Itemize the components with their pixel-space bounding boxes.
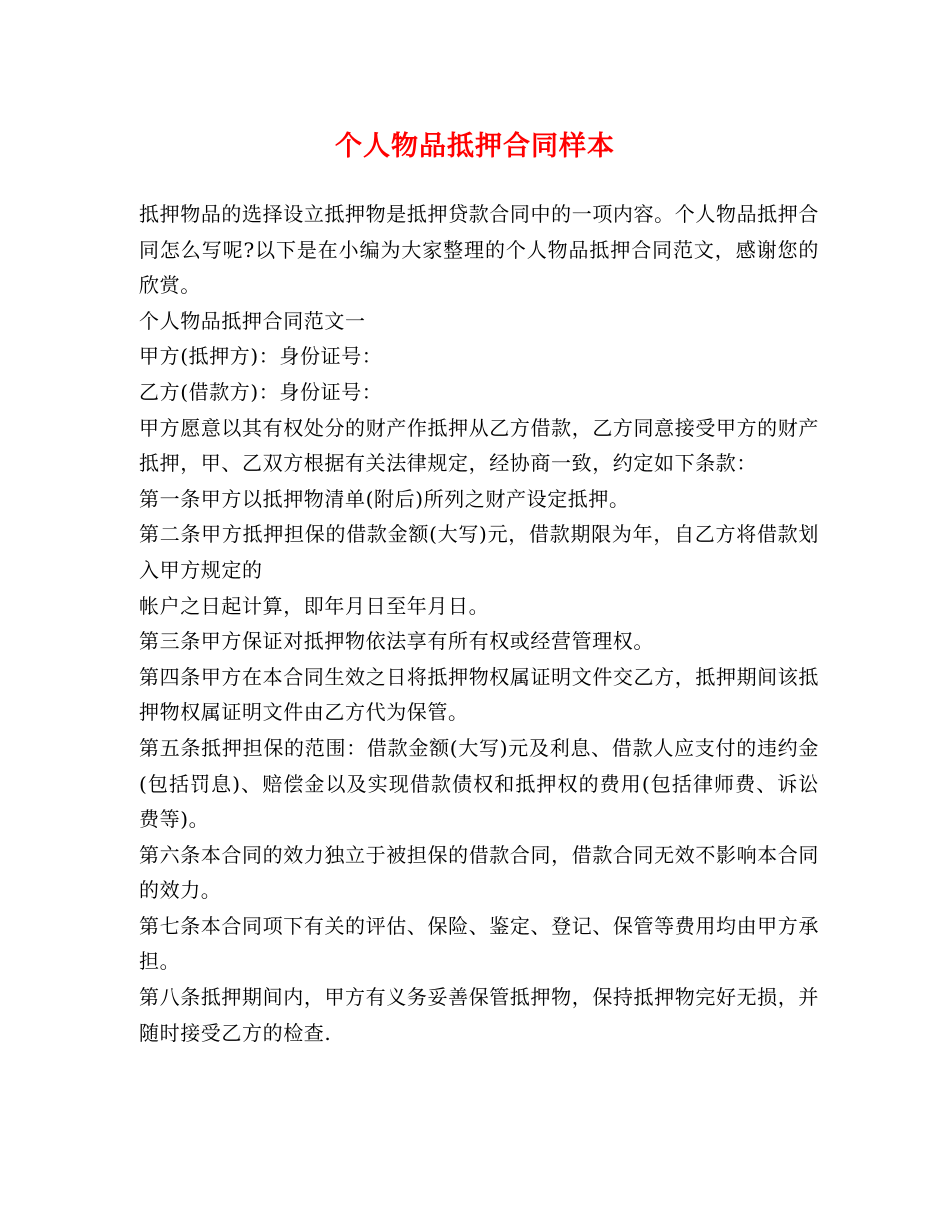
article-4: 第四条甲方在本合同生效之日将抵押物权属证明文件交乙方，抵押期间该抵押物权属证明文件由乙方代为保管。	[139, 664, 819, 725]
article-2-continued: 帐户之日起计算，即年月日至年月日。	[139, 593, 490, 618]
article-1: 第一条甲方以抵押物清单(附后)所列之财产设定抵押。	[139, 486, 630, 511]
article-7: 第七条本合同项下有关的评估、保险、鉴定、登记、保管等费用均由甲方承担。	[139, 913, 819, 974]
article-5: 第五条抵押担保的范围：借款金额(大写)元及利息、借款人应支付的违约金(包括罚息)、赔偿金以及实现借款债权和抵押权的费用(包括律师费、诉讼费等)。	[139, 735, 819, 832]
intro-paragraph: 抵押物品的选择设立抵押物是抵押贷款合同中的一项内容。个人物品抵押合同怎么写呢?以下是在小编为大家整理的个人物品抵押合同范文，感谢您的欣赏。	[139, 202, 819, 298]
article-3: 第三条甲方保证对抵押物依法享有所有权或经营管理权。	[139, 629, 654, 654]
sample-heading: 个人物品抵押合同范文一	[139, 308, 366, 333]
party-a-line: 甲方(抵押方)：身份证号：	[139, 344, 383, 369]
party-b-line: 乙方(借款方)：身份证号：	[139, 379, 383, 404]
document-body	[139, 197, 819, 1051]
article-8: 第八条抵押期间内，甲方有义务妥善保管抵押物，保持抵押物完好无损，并随时接受乙方的检查.	[139, 985, 819, 1045]
article-6: 第六条本合同的效力独立于被担保的借款合同，借款合同无效不影响本合同的效力。	[139, 842, 819, 903]
agreement-preamble: 甲方愿意以其有权处分的财产作抵押从乙方借款，乙方同意接受甲方的财产抵押，甲、乙双方根据有关法律规定，经协商一致，约定如下条款：	[139, 415, 819, 476]
article-2: 第二条甲方抵押担保的借款金额(大写)元，借款期限为年，自乙方将借款划入甲方规定的	[139, 522, 819, 582]
document-title: 个人物品抵押合同样本	[335, 131, 615, 162]
